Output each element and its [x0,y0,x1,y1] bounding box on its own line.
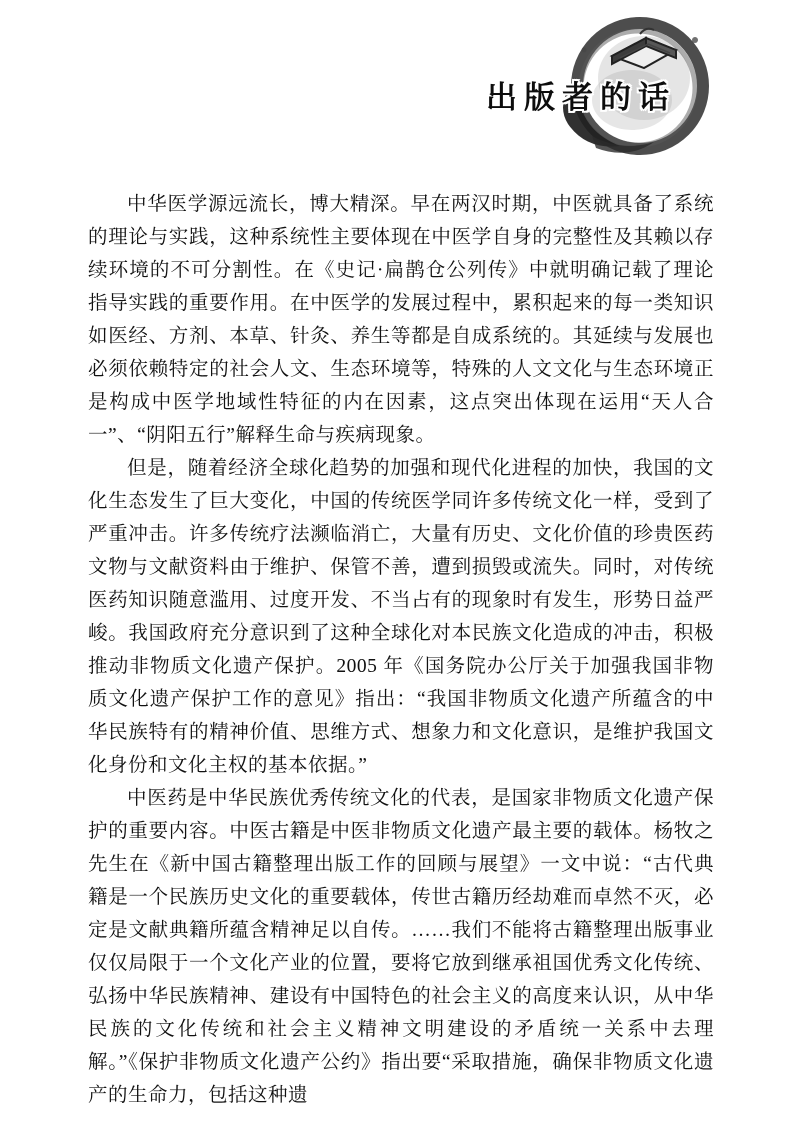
publisher-note-text [88,188,714,1112]
paragraph: 中医药是中华民族优秀传统文化的代表，是国家非物质文化遗产保护的重要内容。中医古籍是中医非物质文化遗产最主要的载体。杨牧之先生在《新中国古籍整理出版工作的回顾与展望》一文中说：“古代典籍是一个民族历史文化的重要载体，传世古籍历经劫难而卓然不灭，必定是文献典籍所蕴含精神足以自传。……我们不能将古籍整理出版事业仅仅局限于一个文化产业的位置，要将它放到继承祖国优秀文化传统、弘扬中华民族精神、建设有中国特色的社会主义的高度来认识，从中华民族的文化传统和社会主义精神文明建设的矛盾统一关系中去理解。”《保护非物质文化遗产公约》指出要“采取措施，确保非物质文化遗产的生命力，包括这种遗 [88,788,714,1106]
paragraph: 中华医学源远流长，博大精深。早在两汉时期，中医就具备了系统的理论与实践，这种系统性主要体现在中医学自身的完整性及其赖以存续环境的不可分割性。在《史记·扁鹊仓公列传》中就明确记载了理论指导实践的重要作用。在中医学的发展过程中，累积起来的每一类知识如医经、方剂、本草、针灸、养生等都是自成系统的。其延续与发展也必须依赖特定的社会人文、生态环境等，特殊的人文文化与生态环境正是构成中医学地域性特征的内在因素，这点突出体现在运用“天人合一”、“阴阳五行”解释生命与疾病现象。 [88,194,714,446]
paragraph: 但是，随着经济全球化趋势的加强和现代化进程的加快，我国的文化生态发生了巨大变化，中国的传统医学同许多传统文化一样，受到了严重冲击。许多传统疗法濒临消亡，大量有历史、文化价值的珍贵医药文物与文献资料由于维护、保管不善，遭到损毁或流失。同时，对传统医药知识随意滥用、过度开发、不当占有的现象时有发生，形势日益严峻。我国政府充分意识到了这种全球化对本民族文化造成的冲击，积极推动非物质文化遗产保护。2005 年《国务院办公厅关于加强我国非物质文化遗产保护工作的意见》指出：“我国非物质文化遗产所蕴含的中华民族特有的精神价值、思维方式、想象力和文化意识，是维护我国文化身份和文化主权的基本依据。” [88,458,714,776]
page-title: 出版者的话 [486,80,676,115]
